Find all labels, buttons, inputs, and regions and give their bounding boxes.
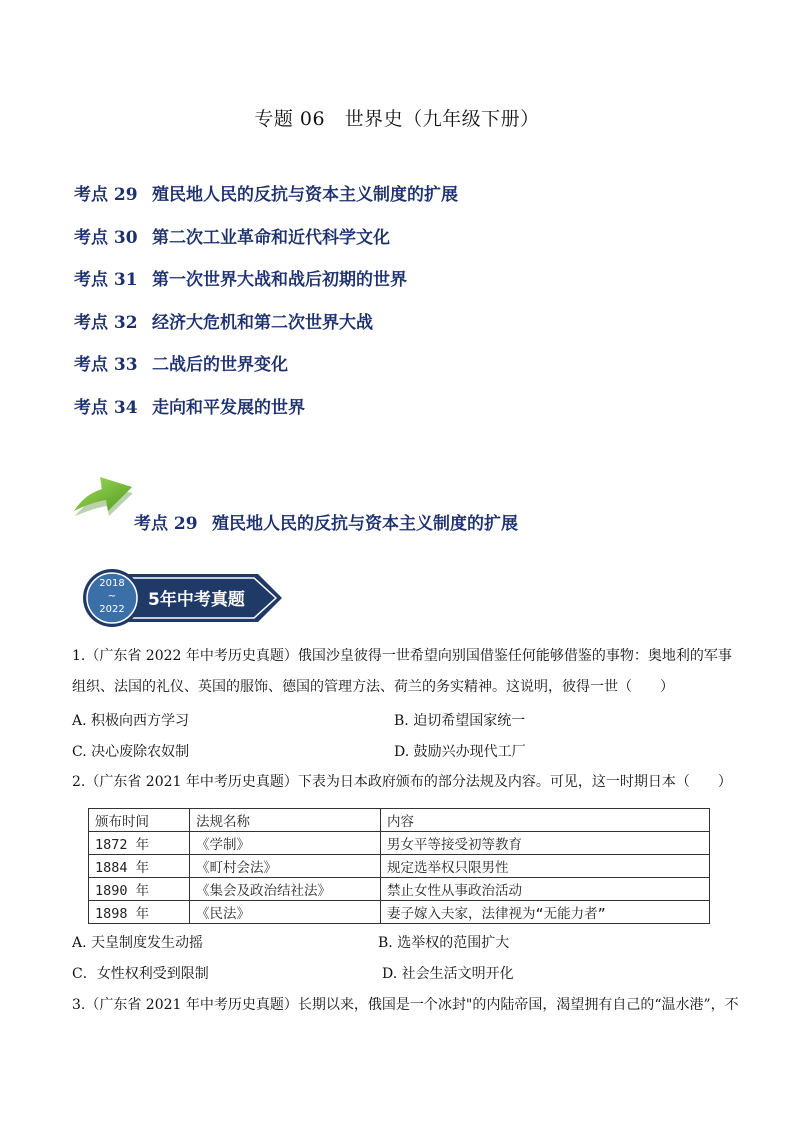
toc-item-30[interactable] — [74, 223, 390, 248]
table-cell: 1890 年 — [89, 878, 190, 901]
toc-text: 第一次世界大战和战后初期的世界 — [152, 270, 407, 290]
green-arrow-icon — [72, 463, 136, 521]
banner-year-start: 2018 — [99, 578, 125, 589]
table-row — [89, 878, 710, 901]
table-row — [89, 901, 710, 924]
banner-year-end: 2022 — [99, 604, 125, 615]
toc-item-32[interactable] — [74, 308, 373, 333]
table-header-cell: 法规名称 — [190, 809, 381, 832]
toc-text: 二战后的世界变化 — [152, 355, 288, 375]
question-1-stem: 1.（广东省 2022 年中考历史真题）俄国沙皇彼得一世希望向别国借鉴任何能够借鉴的事物：奥地利的军事组织、法国的礼仪、英国的服饰、德国的管理方法、荷兰的务实精神。这说明，彼得一世（ ） — [72, 648, 732, 695]
table-cell: 男女平等接受初等教育 — [381, 832, 710, 855]
question-2-option-c[interactable]: C．女性权利受到限制 — [72, 966, 209, 982]
toc-number: 考点 30 — [74, 228, 138, 248]
exam-years-banner — [78, 569, 284, 627]
table-cell: 《集会及政治结社法》 — [190, 878, 381, 901]
banner-tilde: ~ — [107, 591, 117, 602]
toc-text: 走向和平发展的世界 — [152, 398, 305, 418]
toc-item-29[interactable] — [74, 180, 458, 205]
toc-number: 考点 29 — [74, 185, 138, 205]
table-cell: 《民法》 — [190, 901, 381, 924]
toc-number: 考点 34 — [74, 398, 138, 418]
toc-text: 经济大危机和第二次世界大战 — [152, 313, 373, 333]
question-1-option-b[interactable]: B. 迫切希望国家统一 — [394, 713, 526, 729]
toc-item-33[interactable] — [74, 350, 288, 375]
question-1-option-d[interactable]: D. 鼓励兴办现代工厂 — [394, 744, 526, 760]
question-2-option-a[interactable]: A. 天皇制度发生动摇 — [72, 935, 204, 951]
page-title: 专题 06 世界史（九年级下册） — [254, 108, 540, 130]
banner-label: 5年中考真题 — [148, 590, 245, 610]
question-2-stem: 2.（广东省 2021 年中考历史真题）下表为日本政府颁布的部分法规及内容。可见，这一时期日本（ ） — [72, 774, 732, 790]
table-header-cell: 颁布时间 — [89, 809, 190, 832]
laws-table — [88, 808, 710, 924]
toc-number: 考点 32 — [74, 313, 138, 333]
table-cell: 禁止女性从事政治活动 — [381, 878, 710, 901]
table-cell: 规定选举权只限男性 — [381, 855, 710, 878]
table-header-row — [89, 809, 710, 832]
table-row — [89, 855, 710, 878]
question-1-option-a[interactable]: A. 积极向西方学习 — [72, 713, 190, 729]
table-cell: 1872 年 — [89, 832, 190, 855]
table-header-cell: 内容 — [381, 809, 710, 832]
question-1-option-c[interactable]: C. 决心废除农奴制 — [72, 744, 190, 760]
section-heading — [134, 509, 518, 534]
toc-item-34[interactable] — [74, 393, 305, 418]
table-row — [89, 832, 710, 855]
table-cell: 《町村会法》 — [190, 855, 381, 878]
toc-number: 考点 33 — [74, 355, 138, 375]
toc-text: 殖民地人民的反抗与资本主义制度的扩展 — [152, 185, 458, 205]
table-cell: 妻子嫁入夫家，法律视为“无能力者” — [381, 901, 710, 924]
table-cell: 《学制》 — [190, 832, 381, 855]
toc-number: 考点 31 — [74, 270, 138, 290]
table-cell: 1898 年 — [89, 901, 190, 924]
section-text: 殖民地人民的反抗与资本主义制度的扩展 — [212, 514, 518, 534]
question-2-option-d[interactable]: D. 社会生活文明开化 — [382, 966, 514, 982]
question-2-option-b[interactable]: B. 选举权的范围扩大 — [378, 935, 510, 951]
table-cell: 1884 年 — [89, 855, 190, 878]
toc-text: 第二次工业革命和近代科学文化 — [152, 228, 390, 248]
section-number: 考点 29 — [134, 514, 198, 534]
toc-item-31[interactable] — [74, 265, 407, 290]
question-3-stem: 3.（广东省 2021 年中考历史真题）长期以来，俄国是一个冰封"的内陆帝国，渴望拥有自己的“温水港”，不 — [72, 997, 739, 1013]
